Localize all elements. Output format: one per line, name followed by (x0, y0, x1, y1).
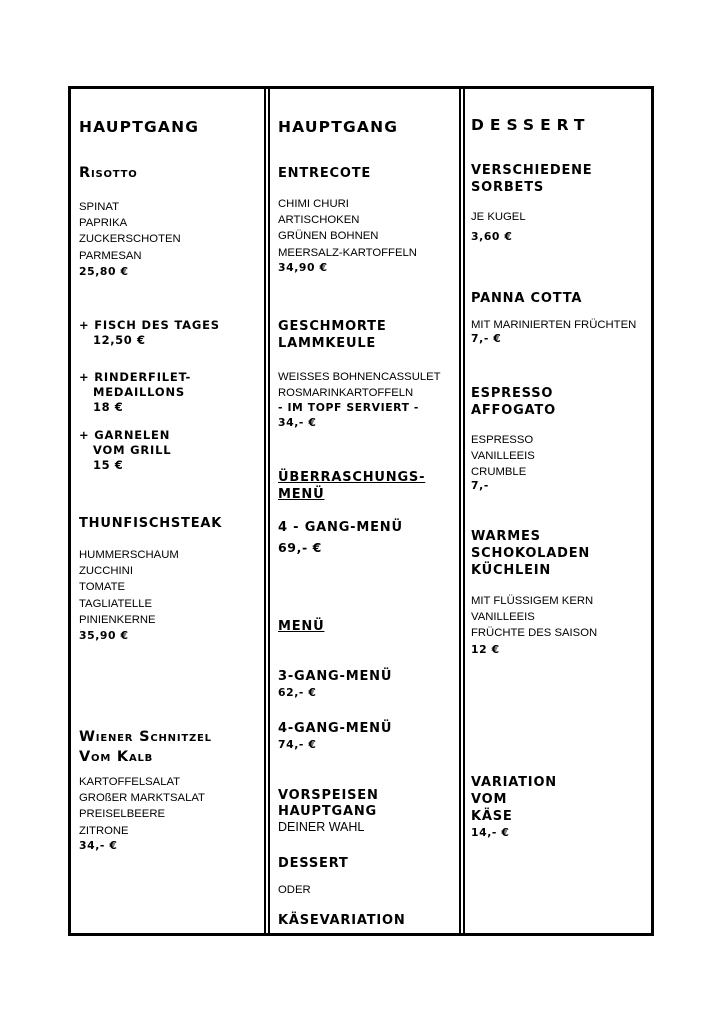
dish-title: Vom Kalb (79, 749, 154, 765)
list-item: ROSMARINKARTOFFELN (278, 387, 414, 400)
addon-garnelen (79, 428, 262, 473)
dish-title: KÄSE (471, 809, 513, 824)
dish-title: SCHOKOLADEN (471, 546, 591, 561)
dish-price: 69,- € (278, 540, 322, 555)
dish-title: ENTRECOTE (278, 166, 372, 181)
dish-items (79, 547, 262, 628)
dish-title: GESCHMORTE (278, 319, 387, 334)
dish-price: 3,60 € (471, 230, 513, 243)
list-item: MIT MARINIERTEN FRÜCHTEN (471, 319, 637, 331)
dish-price: 34,- € (79, 839, 118, 852)
dish-title: MENÜ (278, 487, 325, 502)
column-heading: DESSERT (471, 116, 591, 134)
dish-title: ESPRESSO (471, 386, 554, 401)
course-label: HAUPTGANG (278, 804, 377, 819)
dish-price: 7,- € (471, 332, 502, 345)
list-item: CRUMBLE (471, 466, 527, 479)
addon-price: 12,50 € (93, 333, 146, 347)
column-heading: HAUPTGANG (79, 118, 200, 136)
dish-price: 34,- € (278, 416, 317, 429)
dish-title: ÜBERRASCHUNGS- (278, 470, 426, 485)
dish-risotto (79, 165, 262, 182)
dish-title: Risotto (79, 165, 138, 181)
list-item: TOMATE (79, 581, 126, 594)
dish-kaese (471, 774, 649, 825)
list-item: ESPRESSO (471, 434, 534, 446)
list-item: GRÜNEN BOHNEN (278, 230, 379, 243)
dish-price: 35,90 € (79, 629, 129, 642)
list-item: ZUCKERSCHOTEN (79, 233, 181, 246)
dish-title: WARMES (471, 529, 541, 544)
menu-frame (68, 86, 654, 936)
addon-label: MEDAILLONS (93, 385, 185, 399)
dish-items (278, 369, 458, 401)
dish-items (471, 593, 649, 642)
list-item: GROßER MARKTSALAT (79, 792, 205, 805)
dish-affogato (471, 385, 649, 419)
column-heading: HAUPTGANG (278, 118, 399, 136)
dish-title: THUNFISCHSTEAK (79, 516, 223, 531)
dish-note: - IM TOPF SERVIERT - (278, 401, 419, 414)
column-divider (264, 89, 266, 933)
menu-option-title: 3-GANG-MENÜ (278, 669, 393, 684)
list-item: TAGLIATELLE (79, 597, 153, 610)
dish-title: AFFOGATO (471, 403, 556, 418)
course-label: VORSPEISEN (278, 788, 379, 803)
course-label: DESSERT (278, 856, 349, 871)
addon-fisch (79, 318, 262, 348)
list-item: VANILLEEIS (471, 450, 535, 463)
list-item: ZUCCHINI (79, 565, 133, 578)
menu-option-price: 62,- € (278, 686, 317, 699)
course-label: KÄSEVARIATION (278, 913, 406, 928)
addon-label: + GARNELEN (79, 428, 171, 442)
dish-title: KÜCHLEIN (471, 563, 552, 578)
dish-items (471, 432, 649, 481)
list-item: MEERSALZ-KARTOFFELN (278, 246, 417, 259)
addon-label: + RINDERFILET- (79, 370, 192, 384)
list-item: KARTOFFELSALAT (79, 776, 181, 788)
course-note: ODER (278, 884, 311, 896)
dish-price: 7,- (471, 479, 489, 492)
list-item: MIT FLÜSSIGEM KERN (471, 595, 594, 607)
dish-title: VERSCHIEDENE (471, 163, 593, 178)
dish-title: LAMMKEULE (278, 336, 377, 351)
dish-title: PANNA COTTA (471, 291, 583, 306)
addon-price: 18 € (93, 400, 124, 414)
column-hauptgang-1 (71, 89, 264, 933)
menu-courses (278, 788, 458, 820)
menu-option-price: 74,- € (278, 738, 317, 751)
dish-sorbets (471, 162, 649, 196)
dish-items (278, 196, 458, 261)
column-hauptgang-2 (270, 89, 460, 933)
addon-label: + FISCH DES TAGES (79, 318, 220, 332)
dish-kuechlein (471, 528, 649, 579)
dish-title: SORBETS (471, 180, 545, 195)
dish-title: VOM (471, 792, 508, 807)
menu-option-title: 4-GANG-MENÜ (278, 721, 393, 736)
list-item: SPINAT (79, 201, 119, 213)
dish-items (79, 774, 262, 839)
dish-title: VARIATION (471, 775, 557, 790)
dish-title: Wiener Schnitzel (79, 729, 212, 745)
list-item: ARTISCHOKEN (278, 214, 360, 227)
dish-lamm (278, 318, 458, 352)
course-note: DEINER WAHL (278, 820, 365, 834)
dish-schnitzel (79, 727, 262, 767)
dish-price: 25,80 € (79, 265, 129, 278)
list-item: WEISSES BOHNENCASSULET (278, 371, 441, 383)
addon-label: VOM GRILL (93, 443, 172, 457)
dish-price: 34,90 € (278, 261, 328, 274)
dish-price: 14,- € (471, 826, 510, 839)
list-item: HUMMERSCHAUM (79, 549, 179, 561)
addon-price: 15 € (93, 458, 124, 472)
dish-ueberraschung (278, 469, 458, 503)
list-item: PARMESAN (79, 249, 142, 262)
list-item: ZITRONE (79, 824, 129, 837)
list-item: FRÜCHTE DES SAISON (471, 627, 598, 640)
list-item: VANILLEEIS (471, 611, 535, 624)
menu-title: MENÜ (278, 619, 325, 634)
addon-rinderfilet (79, 370, 262, 415)
list-item: CHIMI CHURI (278, 198, 349, 210)
list-item: PREISELBEERE (79, 808, 166, 821)
list-item: JE KUGEL (471, 211, 526, 223)
dish-price: 12 € (471, 643, 500, 656)
column-dessert (463, 89, 651, 933)
list-item: PINIENKERNE (79, 613, 156, 626)
dish-items (79, 199, 262, 264)
list-item: PAPRIKA (79, 217, 128, 230)
menu-subtitle: 4 - GANG-MENÜ (278, 520, 403, 535)
